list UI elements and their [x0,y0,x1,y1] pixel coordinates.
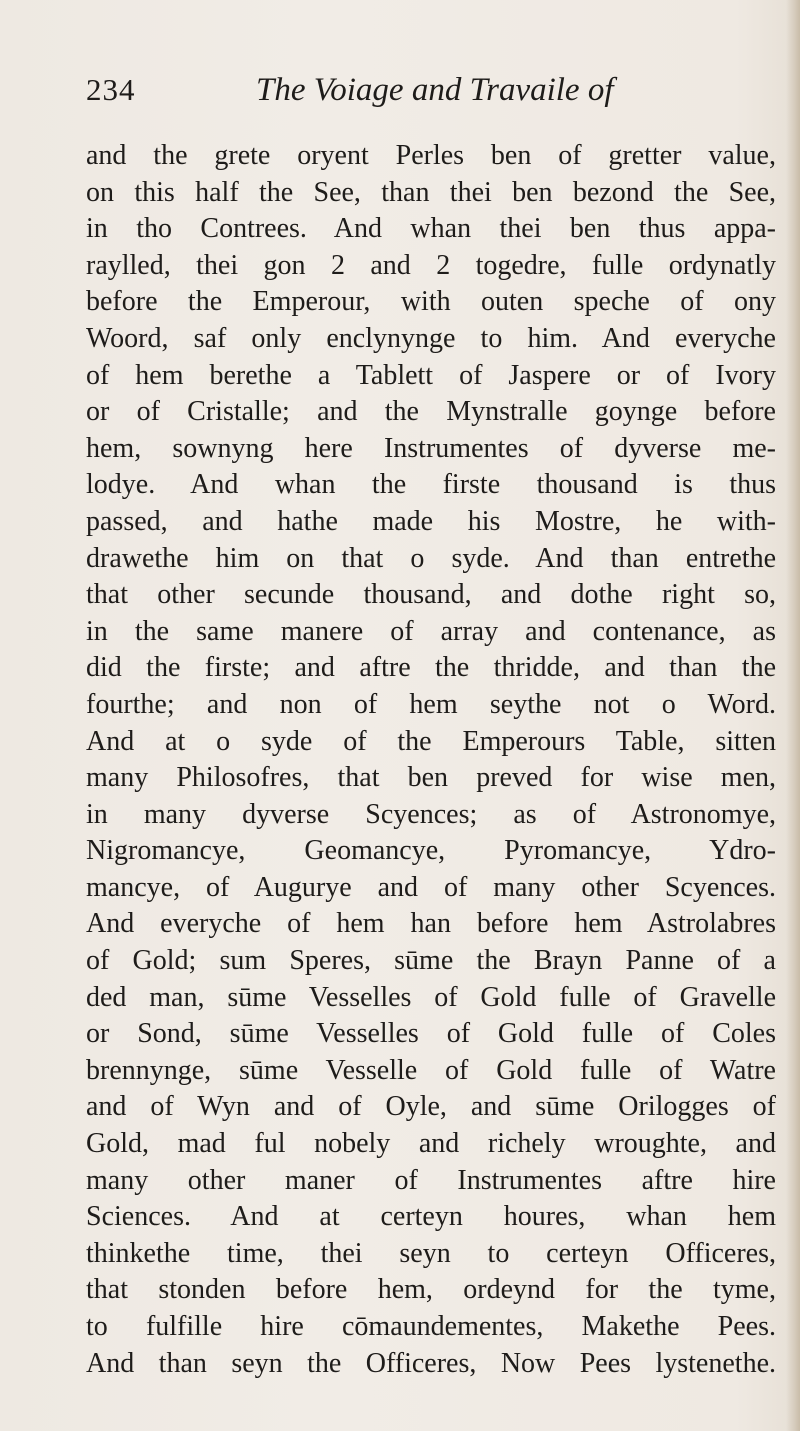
text-line: or of Cristalle; and the Mynstralle goynge before [86,396,776,428]
text-line: in the same manere of array and contenance, as [86,615,776,647]
text-line: lodye. And whan the firste thousand is thus [86,469,776,501]
text-line: that other secunde thousand, and dothe right so, [86,579,776,611]
text-line: and the grete oryent Perles ben of gretter value, [86,140,776,171]
text-line: in many dyverse Scyences; as of Astronomye, [86,798,776,830]
text-line: of Gold; sum Speres, sūme the Brayn Panne of a [86,945,776,977]
text-line: And than seyn the Officeres, Now Pees lystenethe. [86,1347,776,1379]
text-line: before the Emperour, with outen speche of ony [86,286,776,318]
page-edge-shadow [786,0,800,1431]
text-line: did the firste; and aftre the thridde, and than the [86,652,776,684]
text-line: that stonden before hem, ordeynd for the tyme, [86,1274,776,1306]
text-line: Nigromancye, Geomancye, Pyromancye, Ydro- [86,835,776,867]
text-line: on this half the See, than thei ben bezond the See, [86,176,776,208]
running-title: The Voiage and Travaile of [256,72,614,108]
text-line: drawethe him on that o syde. And than entrethe [86,542,776,574]
page-header [86,72,776,122]
text-line: passed, and hathe made his Mostre, he with- [86,505,776,537]
text-line: mancye, of Augurye and of many other Scyences. [86,871,776,903]
text-line: of hem berethe a Tablett of Jaspere or of Ivory [86,359,776,391]
text-line: Gold, mad ful nobely and richely wroughte, and [86,1128,776,1160]
text-line: ded man, sūme Vesselles of Gold fulle of Gravelle [86,981,776,1013]
text-line: fourthe; and non of hem seythe not o Word. [86,688,776,720]
page-number: 234 [86,72,136,107]
text-line: brennynge, sūme Vesselle of Gold fulle of Watre [86,1054,776,1086]
text-line: raylled, thei gon 2 and 2 togedre, fulle ordynatly [86,249,776,281]
text-line: And at o syde of the Emperours Table, sitten [86,725,776,757]
text-line: many Philosofres, that ben preved for wise men, [86,762,776,794]
text-line: thinkethe time, thei seyn to certeyn Officeres, [86,1237,776,1269]
text-line: or Sond, sūme Vesselles of Gold fulle of Coles [86,1018,776,1050]
text-line: many other maner of Instrumentes aftre hire [86,1164,776,1196]
text-line: hem, sownyng here Instrumentes of dyverse me- [86,432,776,464]
text-line: in tho Contrees. And whan thei ben thus appa- [86,213,776,245]
text-line: Woord, saf only enclynynge to him. And everyche [86,322,776,354]
text-line: And everyche of hem han before hem Astrolabres [86,908,776,940]
text-line: Sciences. And at certeyn houres, whan hem [86,1201,776,1233]
body-text [86,138,776,1382]
text-line: to fulfille hire cōmaundementes, Makethe Pees. [86,1311,776,1342]
text-line: and of Wyn and of Oyle, and sūme Orilogges of [86,1091,776,1123]
